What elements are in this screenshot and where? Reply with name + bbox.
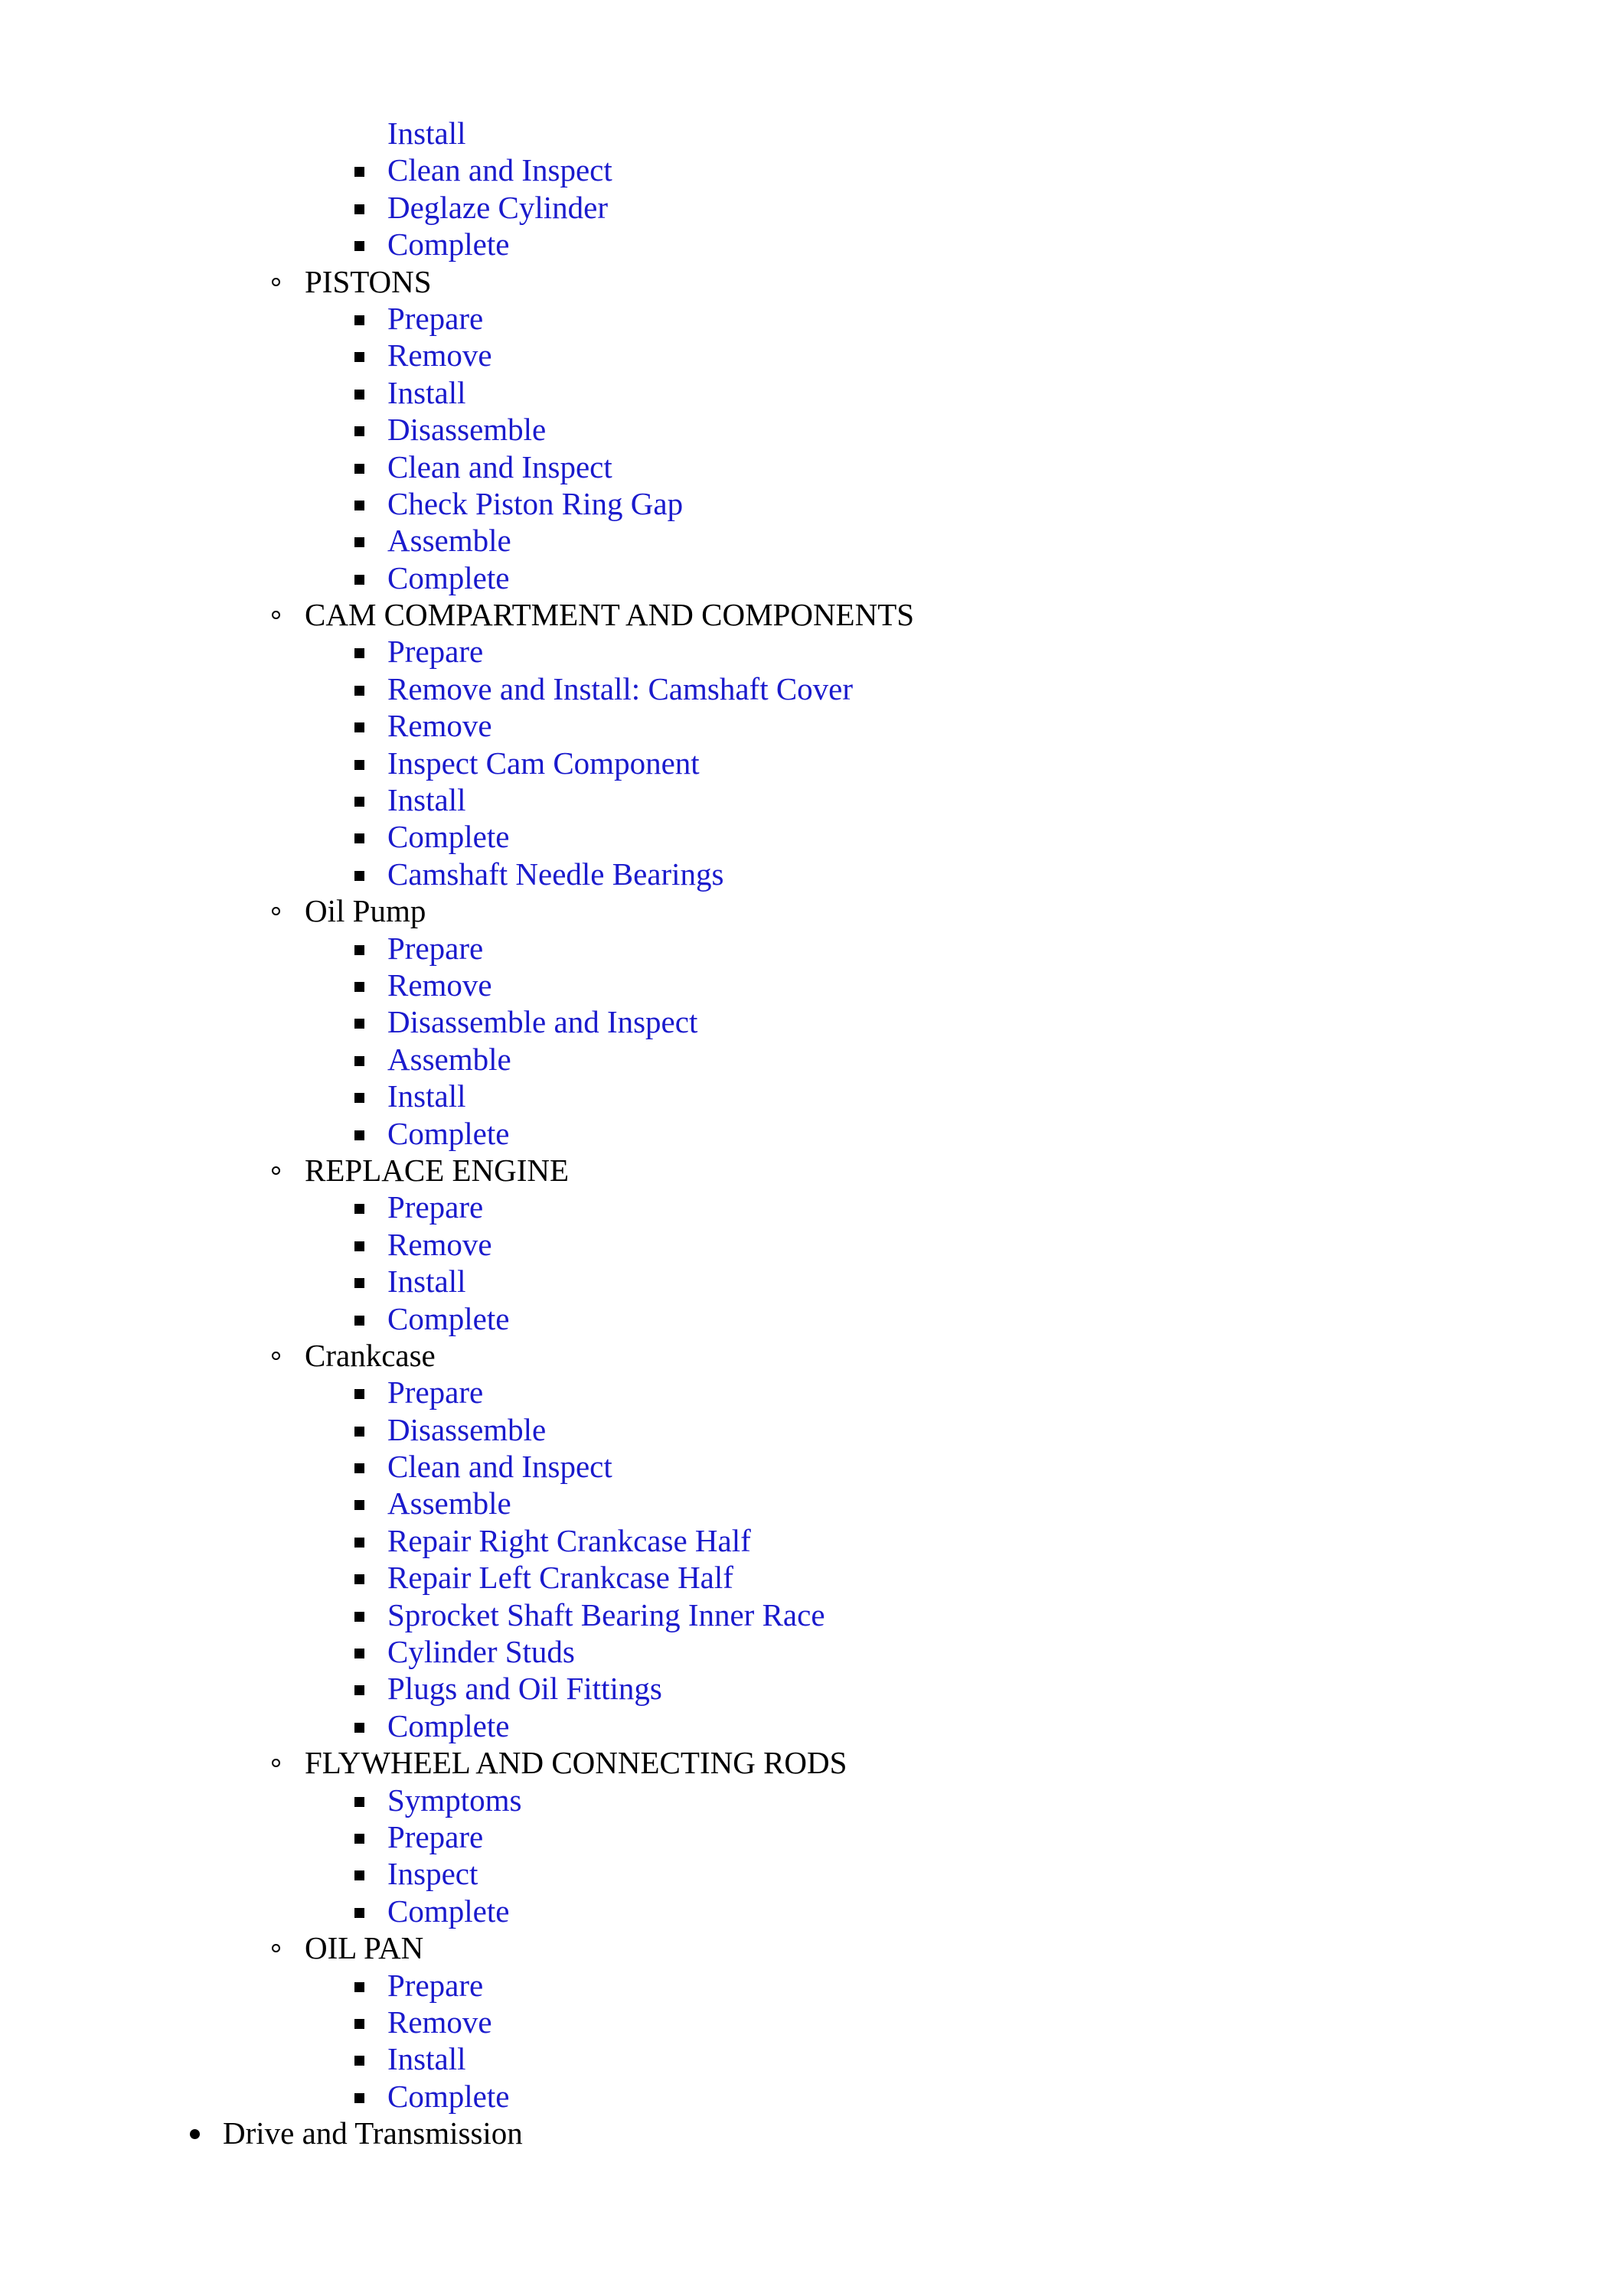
circle-bullet-icon [272, 611, 280, 619]
toc-link[interactable]: Install [387, 2041, 466, 2077]
toc-link-item[interactable] [0, 1893, 1623, 1929]
square-bullet-icon [354, 1797, 364, 1807]
square-bullet-icon [354, 1427, 364, 1437]
toc-link-item[interactable] [0, 1263, 1623, 1300]
toc-link[interactable]: Complete [387, 227, 510, 263]
toc-link-item[interactable] [0, 1226, 1623, 1263]
toc-link-item[interactable] [0, 1855, 1623, 1892]
toc-link-item[interactable] [0, 485, 1623, 522]
toc-link[interactable]: Assemble [387, 1041, 511, 1077]
toc-link[interactable]: Clean and Inspect [387, 448, 612, 484]
toc-link[interactable]: Deglaze Cylinder [387, 189, 609, 225]
square-bullet-icon [354, 315, 364, 325]
section-heading-item [0, 596, 1623, 633]
section-heading: REPLACE ENGINE [305, 1152, 570, 1188]
toc-link[interactable]: Assemble [387, 523, 511, 559]
section-heading-item [0, 1152, 1623, 1189]
toc-link[interactable]: Install [387, 374, 466, 410]
toc-link-item[interactable] [0, 1078, 1623, 1114]
section-heading: PISTONS [305, 263, 432, 299]
toc-link[interactable]: Plugs and Oil Fittings [387, 1671, 662, 1707]
toc-link-item[interactable] [0, 522, 1623, 559]
toc-link[interactable]: Complete [387, 1893, 510, 1929]
square-bullet-icon [354, 2093, 364, 2103]
toc-list [0, 115, 1623, 2151]
square-bullet-icon [354, 871, 364, 881]
square-bullet-icon [354, 1130, 364, 1140]
toc-link[interactable]: Assemble [387, 1486, 511, 1521]
toc-link[interactable]: Prepare [387, 634, 484, 670]
square-bullet-icon [354, 1685, 364, 1695]
section-heading: CAM COMPARTMENT AND COMPONENTS [305, 597, 915, 633]
disc-bullet-icon [190, 2129, 200, 2139]
toc-link-item[interactable] [0, 1559, 1623, 1596]
circle-bullet-icon [272, 278, 280, 286]
toc-link-item[interactable] [0, 856, 1623, 892]
toc-link-item[interactable] [0, 337, 1623, 373]
square-bullet-icon [354, 648, 364, 658]
toc-link-item[interactable] [0, 189, 1623, 226]
toc-link-item[interactable] [0, 930, 1623, 967]
square-bullet-icon [354, 1278, 364, 1288]
toc-link[interactable]: Remove [387, 708, 492, 744]
toc-link[interactable]: Complete [387, 559, 510, 595]
square-bullet-icon [354, 1574, 364, 1584]
square-bullet-icon [354, 1389, 364, 1399]
toc-link-item[interactable] [0, 115, 1623, 152]
square-bullet-icon [354, 241, 364, 251]
toc-link[interactable]: Inspect Cam Component [387, 745, 700, 781]
square-bullet-icon [354, 167, 364, 177]
square-bullet-icon [354, 982, 364, 992]
square-bullet-icon [354, 760, 364, 770]
toc-link[interactable]: Prepare [387, 1967, 484, 2003]
square-bullet-icon [354, 1093, 364, 1103]
toc-link[interactable]: Prepare [387, 1375, 484, 1411]
section-heading-item [0, 1929, 1623, 1966]
toc-link-item[interactable] [0, 967, 1623, 1003]
circle-bullet-icon [272, 1352, 280, 1360]
square-bullet-icon [354, 1241, 364, 1251]
toc-link-item[interactable] [0, 374, 1623, 411]
toc-link[interactable]: Remove [387, 1226, 492, 1262]
toc-link-item[interactable] [0, 2078, 1623, 2115]
section-heading-item [0, 263, 1623, 300]
toc-link-item[interactable] [0, 1967, 1623, 2004]
toc-link-item[interactable] [0, 1596, 1623, 1633]
toc-link[interactable]: Sprocket Shaft Bearing Inner Race [387, 1596, 825, 1632]
toc-link[interactable]: Clean and Inspect [387, 1449, 612, 1485]
toc-link[interactable]: Camshaft Needle Bearings [387, 856, 724, 892]
circle-bullet-icon [272, 907, 280, 915]
square-bullet-icon [354, 390, 364, 400]
square-bullet-icon [354, 1316, 364, 1326]
toc-link[interactable]: Disassemble [387, 1411, 547, 1447]
toc-link[interactable]: Remove and Install: Camshaft Cover [387, 670, 854, 706]
toc-link-item[interactable] [0, 2040, 1623, 2077]
toc-link-item[interactable] [0, 1485, 1623, 1521]
square-bullet-icon [354, 575, 364, 585]
section-heading: Crankcase [305, 1337, 436, 1373]
square-bullet-icon [354, 945, 364, 955]
toc-link-item[interactable] [0, 1115, 1623, 1152]
square-bullet-icon [354, 686, 364, 696]
toc-link-item[interactable] [0, 559, 1623, 596]
square-bullet-icon [354, 1870, 364, 1880]
square-bullet-icon [354, 1538, 364, 1548]
toc-link[interactable]: Clean and Inspect [387, 152, 612, 188]
toc-link[interactable]: Complete [387, 819, 510, 855]
toc-link-item[interactable] [0, 300, 1623, 337]
top-level-item [0, 2115, 1623, 2151]
square-bullet-icon [354, 797, 364, 807]
toc-link[interactable]: Complete [387, 1300, 510, 1336]
toc-link-item[interactable] [0, 1374, 1623, 1411]
square-bullet-icon [354, 1204, 364, 1214]
toc-link[interactable]: Symptoms [387, 1782, 522, 1818]
square-bullet-icon [354, 722, 364, 732]
toc-link-item[interactable] [0, 226, 1623, 263]
square-bullet-icon [354, 2019, 364, 2029]
toc-link-item[interactable] [0, 1189, 1623, 1225]
toc-link[interactable]: Complete [387, 1115, 510, 1151]
square-bullet-icon [354, 426, 364, 436]
square-bullet-icon [354, 1500, 364, 1510]
circle-bullet-icon [272, 1759, 280, 1767]
square-bullet-icon [354, 501, 364, 510]
toc-link[interactable]: Complete [387, 2078, 510, 2114]
toc-link-item[interactable] [0, 707, 1623, 744]
toc-link[interactable]: Prepare [387, 1189, 484, 1225]
toc-link[interactable]: Install [387, 1078, 466, 1114]
toc-link[interactable]: Remove [387, 2004, 492, 2040]
toc-link[interactable]: Install [387, 116, 466, 151]
top-level-heading: Drive and Transmission [223, 2115, 523, 2151]
toc-link-item[interactable] [0, 1782, 1623, 1818]
square-bullet-icon [354, 1056, 364, 1066]
toc-link-item[interactable] [0, 1041, 1623, 1078]
section-heading-item [0, 1337, 1623, 1374]
toc-link-item[interactable] [0, 1522, 1623, 1559]
toc-link-item[interactable] [0, 448, 1623, 485]
toc-link[interactable]: Remove [387, 967, 492, 1003]
square-bullet-icon [354, 2056, 364, 2066]
square-bullet-icon [354, 1612, 364, 1622]
square-bullet-icon [354, 352, 364, 362]
square-bullet-icon [354, 537, 364, 547]
toc-link-item[interactable] [0, 781, 1623, 818]
square-bullet-icon [354, 1463, 364, 1473]
square-bullet-icon [354, 204, 364, 214]
toc-link[interactable]: Repair Left Crankcase Half [387, 1560, 733, 1596]
toc-link-item[interactable] [0, 633, 1623, 670]
toc-link[interactable]: Remove [387, 338, 492, 373]
square-bullet-icon [354, 1908, 364, 1918]
circle-bullet-icon [272, 1166, 280, 1175]
toc-link-item[interactable] [0, 1707, 1623, 1744]
section-heading-item [0, 892, 1623, 929]
square-bullet-icon [354, 1019, 364, 1029]
section-heading: OIL PAN [305, 1930, 424, 1966]
square-bullet-icon [354, 833, 364, 843]
toc-link[interactable]: Install [387, 782, 466, 818]
toc-link[interactable]: Disassemble [387, 412, 547, 448]
sections-container [0, 263, 1623, 2115]
toc-link[interactable]: Cylinder Studs [387, 1634, 575, 1670]
circle-bullet-icon [272, 1944, 280, 1952]
square-bullet-icon [354, 1649, 364, 1658]
toc-link[interactable]: Prepare [387, 1818, 484, 1854]
toc-link[interactable]: Install [387, 1264, 466, 1300]
toc-link[interactable]: Inspect [387, 1856, 478, 1892]
section-heading-item [0, 1744, 1623, 1781]
toc-link-item[interactable] [0, 1633, 1623, 1670]
section-heading: FLYWHEEL AND CONNECTING RODS [305, 1745, 847, 1781]
square-bullet-icon [354, 1982, 364, 1992]
toc-link-item[interactable] [0, 1300, 1623, 1337]
toc-link-item[interactable] [0, 745, 1623, 781]
toc-link-item[interactable] [0, 670, 1623, 707]
square-bullet-icon [354, 1723, 364, 1733]
toc-link[interactable]: Disassemble and Inspect [387, 1004, 698, 1040]
toc-link-item[interactable] [0, 411, 1623, 448]
toc-link-item[interactable] [0, 1818, 1623, 1855]
section-heading: Oil Pump [305, 893, 426, 929]
toc-link[interactable]: Complete [387, 1707, 510, 1743]
toc-link[interactable]: Repair Right Crankcase Half [387, 1522, 751, 1558]
toc-link-item[interactable] [0, 1448, 1623, 1485]
toc-link[interactable]: Check Piston Ring Gap [387, 485, 684, 521]
toc-link[interactable]: Prepare [387, 300, 484, 336]
toc-link[interactable]: Prepare [387, 930, 484, 966]
toc-link-item[interactable] [0, 2004, 1623, 2040]
toc-link-item[interactable] [0, 1411, 1623, 1448]
toc-link-item[interactable] [0, 152, 1623, 188]
toc-link-item[interactable] [0, 818, 1623, 855]
square-bullet-icon [354, 464, 364, 474]
toc-link-item[interactable] [0, 1670, 1623, 1707]
toc-link-item[interactable] [0, 1003, 1623, 1040]
square-bullet-icon [354, 1834, 364, 1844]
